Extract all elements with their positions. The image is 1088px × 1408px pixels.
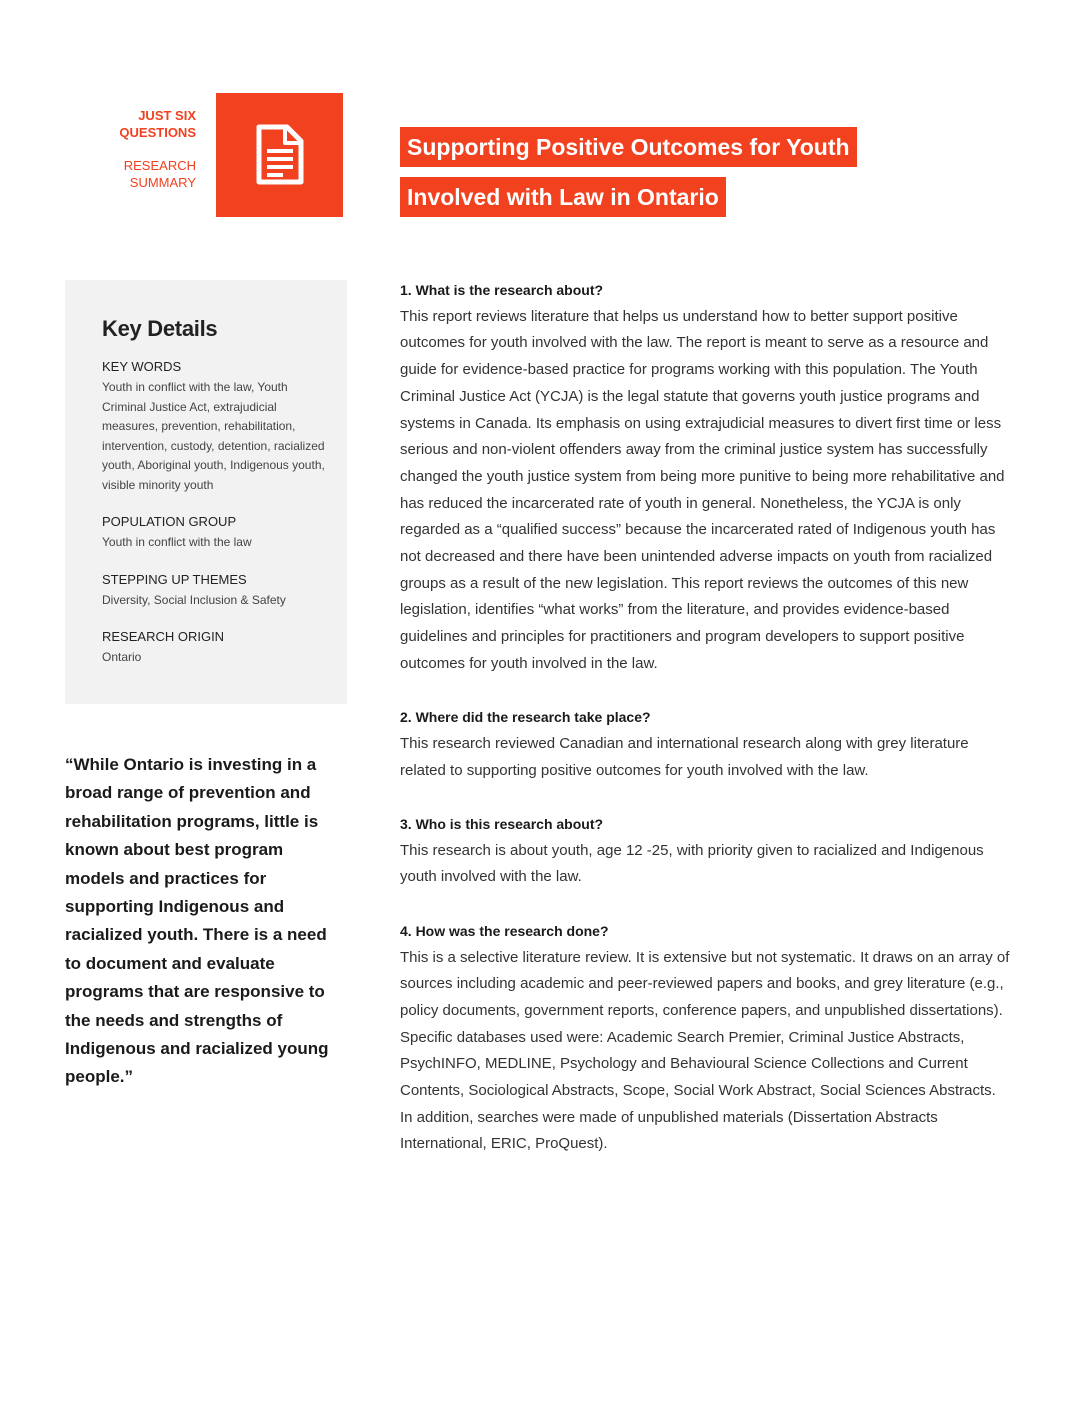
key-details-item-origin xyxy=(102,628,329,668)
question-body: This research is about youth, age 12 -25, with priority given to racialized and Indigenous youth involved with the law. xyxy=(400,841,984,886)
document-icon xyxy=(255,124,305,186)
question-heading: 4. How was the research done? xyxy=(400,922,609,939)
question-block-1 xyxy=(400,277,1010,678)
pull-quote: “While Ontario is investing in a broad range of prevention and rehabilitation programs, little is known about best program models and practices for supporting Indigenous and racialized youth. There is a need to document and evaluate programs that are responsive to the needs and strengths of Indigenous and racialized young people.” xyxy=(65,755,329,1087)
key-details-label: POPULATION GROUP xyxy=(102,514,237,529)
series-label-line2: QUESTIONS xyxy=(119,125,196,140)
key-details-label: RESEARCH ORIGIN xyxy=(102,629,225,644)
document-type-line2: SUMMARY xyxy=(129,175,196,190)
key-details-label: KEY WORDS xyxy=(102,359,182,374)
key-details-panel xyxy=(65,280,347,704)
question-heading: 1. What is the research about? xyxy=(400,282,604,298)
key-details-item-keywords xyxy=(102,358,329,495)
question-body: This research reviewed Canadian and international research along with grey literature related to supporting positive outcomes for youth involved with the law. xyxy=(400,734,969,779)
key-details-item-population xyxy=(102,513,329,553)
question-body: This is a selective literature review. It is extensive but not systematic. It draws on an array of sources including academic and peer-reviewed papers and books, and grey literature (e.g., policy documents, government reports, conference papers, and unpublished dissertations). Specific databases used were: Academic Search Premier, Criminal Justice Abstracts, PsychINFO, MEDLINE, Psychology and Behavioural Science Collections and Current Contents, Sociological Abstracts, Scope, Social Work Abstract, Social Sciences Abstracts. In addition, searches were made of unpublished materials (Dissertation Abstracts International, ERIC, ProQuest). xyxy=(400,948,1010,1153)
series-label-line1: JUST SIX xyxy=(138,108,196,123)
question-heading: 3. Who is this research about? xyxy=(400,816,604,833)
question-block-4 xyxy=(400,918,1010,1158)
series-label xyxy=(100,107,196,141)
brand-icon-box xyxy=(216,93,343,217)
question-body: This report reviews literature that helps us understand how to better support positive outcomes for youth involved with the law. The report is meant to serve as a resource and guide for evidence-based practice for programs working with this population. The Youth Criminal Justice Act (YCJA) is the legal statute that governs youth justice programs and systems in Canada. Its emphasis on using extrajudicial measures to divert first time or less serious and non-violent offenders away from the criminal justice system has successfully changed the youth justice system from being more punitive to being more rehabilitative and has reduced the incarcerated rate of youth in general. Nonetheless, the YCJA is only regarded as a “qualified success” because the incarcerated rated of Indigenous youth has not decreased and there have been unintended adverse impacts on youth from racialized groups as a result of the new legislation. This report reviews the outcomes of this new legislation, identifies “what works” from the literature, and provides evidence-based guidelines and principles for practitioners and program developers to support positive outcomes for youth involved in the law. xyxy=(400,307,1005,672)
key-details-label: STEPPING UP THEMES xyxy=(102,571,247,587)
page-title-line1: Supporting Positive Outcomes for Youth xyxy=(400,127,857,167)
question-block-3 xyxy=(400,811,1010,891)
question-heading: 2. Where did the research take place? xyxy=(400,709,651,726)
page-title-line2: Involved with Law in Ontario xyxy=(400,177,726,217)
key-details-value: Youth in conflict with the law xyxy=(102,535,252,549)
key-details-value: Ontario xyxy=(102,650,142,664)
key-details-heading: Key Details xyxy=(102,316,218,341)
question-block-2 xyxy=(400,704,1010,784)
questions-section xyxy=(400,277,1010,1185)
key-details-item-themes xyxy=(102,571,329,611)
document-type-label xyxy=(100,157,196,191)
key-details-value: Diversity, Social Inclusion & Safety xyxy=(102,592,286,607)
document-type-line1: RESEARCH xyxy=(123,158,196,173)
key-details-value: Youth in conflict with the law, Youth Criminal Justice Act, extrajudicial measures, prevention, rehabilitation, intervention, custody, detention, racialized youth, Aboriginal youth, Indigenous youth, visible minority youth xyxy=(102,380,325,492)
